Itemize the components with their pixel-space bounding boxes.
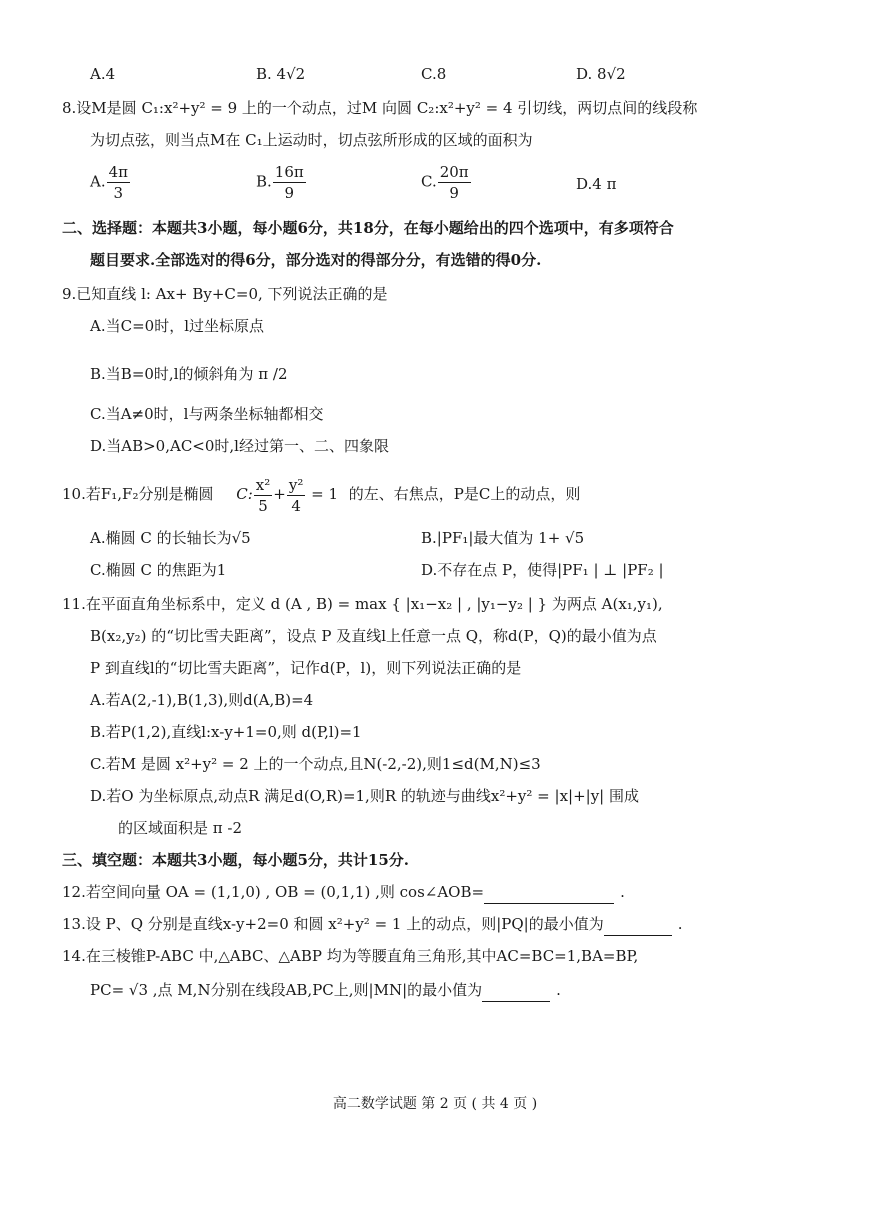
q10-option-d: D.不存在点 P，使得|PF₁ | ⊥ |PF₂ | [421,561,664,579]
q7-option-b: B. 4√2 [256,65,306,83]
q10-stem-pre: 10.若F₁,F₂分别是椭圆 [62,485,214,503]
q9-option-b: B.当B=0时,l的倾斜角为 π /2 [90,365,288,383]
q14-answer-blank[interactable] [482,983,550,1002]
q10-option-c: C.椭圆 C 的焦距为1 [90,561,227,579]
q13-stem [62,912,683,936]
q8-option-b-prefix: B. [256,172,272,191]
q9-option-d: D.当AB>0,AC<0时,l经过第一、二、四象限 [90,437,389,455]
q11-stem-line2: B(x₂,y₂) 的“切比雪夫距离”，设点 P 及直线l上任意一点 Q，称d(P，Q)的最小值为点 [90,627,657,645]
q11-stem-line3: P 到直线l的“切比雪夫距离”，记作d(P，l)，则下列说法正确的是 [90,659,522,677]
q11-option-d-line2: 的区域面积是 π -2 [118,819,243,837]
section2-heading-line2: 题目要求.全部选对的得6分，部分选对的得部分分，有选错的得0分. [90,251,542,269]
q14-stem-line1: 14.在三棱锥P-ABC 中,△ABC、△ABP 均为等腰直角三角形,其中AC=BC=1,BA=BP, [62,947,639,965]
q8-option-c-num: 20π [439,163,469,181]
q13-answer-blank[interactable] [604,917,672,936]
q9-stem: 9.已知直线 l: Ax+ By+C=0, 下列说法正确的是 [62,285,388,303]
section2-heading-line1: 二、选择题：本题共3小题，每小题6分，共18分，在每小题给出的四个选项中，有多项符合 [62,219,674,237]
q13-period: . [677,915,683,933]
q12-period: . [620,883,625,901]
q8-stem-line1: 8.设M是圆 C₁:x²+y² = 9 上的一个动点，过M 向圆 C₂:x²+y² = 4 引切线，两切点间的线段称 [62,99,698,117]
q14-period: . [556,981,561,999]
q10-option-b: B.|PF₁|最大值为 1+ √5 [421,529,585,547]
q10-stem-post: 的左、右焦点，P是C上的动点，则 [348,485,581,503]
q8-option-a-den: 3 [113,184,124,202]
q10-frac1-num: x² [255,475,271,494]
page-footer: 高二数学试题 第 2 页 ( 共 4 页 ) [332,1096,538,1112]
q9-option-a: A.当C=0时，l过坐标原点 [90,317,264,335]
q8-option-c-den: 9 [449,184,459,202]
q8-option-a [90,162,131,203]
q13-text: 13.设 P、Q 分别是直线x-y+2=0 和圆 x²+y² = 1 上的动点，则|PQ|的最小值为 [62,915,604,933]
q8-stem-line2: 为切点弦，则当点M在 C₁上运动时，切点弦所形成的区域的面积为 [90,131,533,149]
q11-option-b: B.若P(1,2),直线l:x-y+1=0,则 d(P,l)=1 [90,723,362,741]
q8-option-a-num: 4π [108,163,129,181]
q8-option-a-prefix: A. [90,172,106,191]
q10-frac1-den: 5 [258,496,268,515]
q8-option-b-den: 9 [284,184,295,202]
q12-stem [62,880,625,904]
q12-answer-blank[interactable] [484,885,614,904]
q11-option-d-line1: D.若O 为坐标原点,动点R 满足d(O,R)=1,则R 的轨迹与曲线x²+y² = |x|+|y| 围成 [90,787,640,805]
q8-option-b [256,162,307,203]
q8-option-b-num: 16π [274,163,304,181]
q7-option-d: D. 8√2 [576,65,626,83]
q11-stem-line1: 11.在平面直角坐标系中，定义 d (A , B) = max { |x₁−x₂ | , |y₁−y₂ | } 为两点 A(x₁,y₁), [62,595,663,613]
section3-heading: 三、填空题：本题共3小题，每小题5分，共计15分. [62,851,409,869]
q8-option-c-prefix: C. [421,172,437,191]
q10-stem [62,470,580,518]
q11-option-c: C.若M 是圆 x²+y² = 2 上的一个动点,且N(-2,-2),则1≤d(M,N)≤3 [90,755,541,773]
q10-plus: + [273,485,286,503]
q10-ellipse-name: C: [236,485,253,503]
q8-option-c [421,162,472,203]
q12-text: 12.若空间向量 OA = (1,1,0) , OB = (0,1,1) ,则 cos∠AOB= [62,883,485,901]
q10-frac2-num: y² [288,475,304,494]
q10-equals: = 1 [311,485,339,503]
q10-frac2-den: 4 [291,496,301,515]
q7-option-c: C.8 [421,65,447,83]
q9-option-c: C.当A≠0时，l与两条坐标轴都相交 [90,405,324,423]
q14-text: PC= √3 ,点 M,N分别在线段AB,PC上,则|MN|的最小值为 [90,981,483,999]
q11-option-a: A.若A(2,-1),B(1,3),则d(A,B)=4 [90,691,314,709]
q10-option-a: A.椭圆 C 的长轴长为√5 [90,529,251,547]
q8-option-d: D.4 π [576,175,617,193]
q7-option-a: A.4 [90,65,116,83]
q14-stem-line2 [90,978,561,1002]
